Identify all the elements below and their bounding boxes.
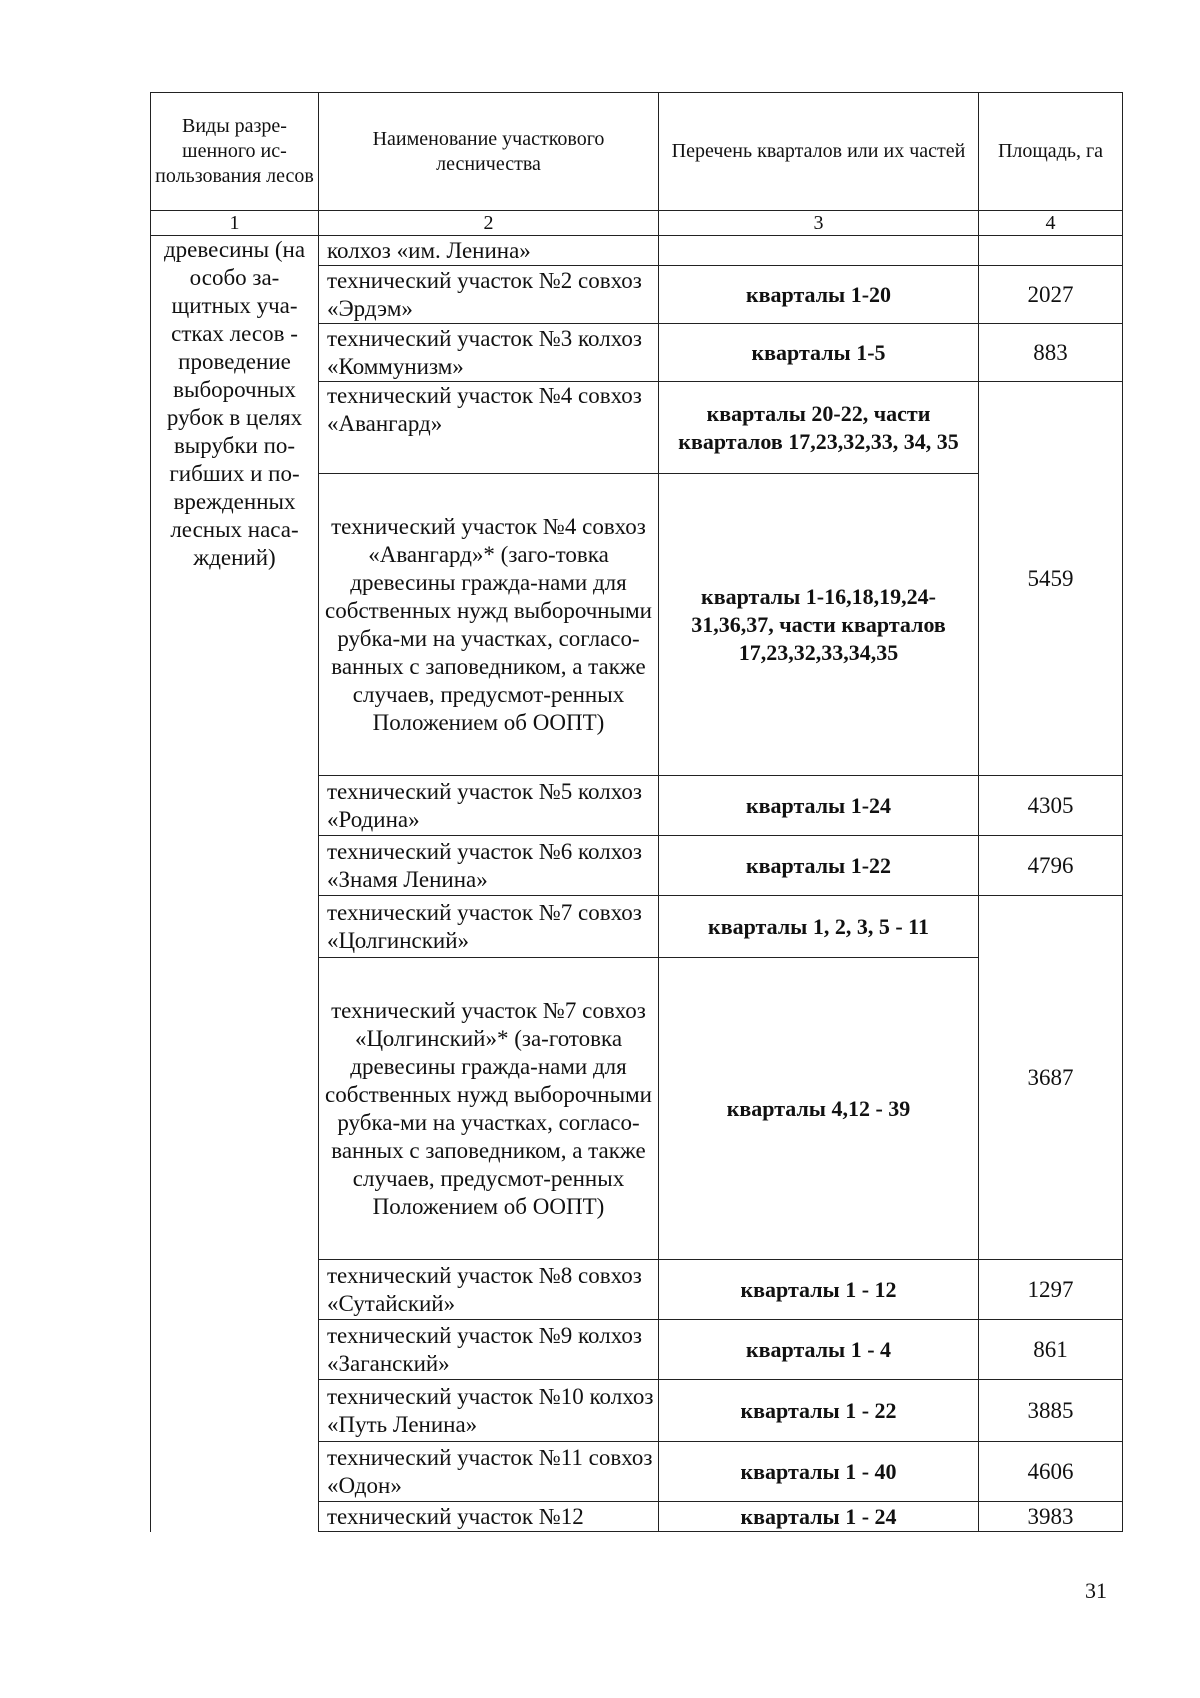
- area-cell: 4796: [979, 836, 1123, 896]
- quarters-cell: кварталы 20-22, части кварталов 17,23,32,33, 34, 35: [659, 382, 979, 474]
- header-quarters: Перечень кварталов или их частей: [659, 93, 979, 211]
- area-cell: 4606: [979, 1442, 1123, 1502]
- quarters-cell: кварталы 1 - 4: [659, 1320, 979, 1380]
- column-number: 2: [319, 211, 659, 236]
- quarters-cell: кварталы 1, 2, 3, 5 - 11: [659, 896, 979, 958]
- use-type-cell: древесины (на особо за-щитных уча-стках лесов - проведение выборочных рубок в целях вырубки по-гибших и по-врежденных лесных наса-ждений): [151, 236, 319, 1532]
- column-number: 1: [151, 211, 319, 236]
- forestry-name-cell: технический участок №2 совхоз «Эрдэм»: [319, 266, 659, 324]
- column-number: 3: [659, 211, 979, 236]
- column-number-row: [151, 211, 1123, 236]
- forestry-name-cell: технический участок №9 колхоз «Заганский»: [319, 1320, 659, 1380]
- quarters-cell: кварталы 1-24: [659, 776, 979, 836]
- quarters-cell: кварталы 1-20: [659, 266, 979, 324]
- quarters-cell: кварталы 1-22: [659, 836, 979, 896]
- area-cell: [979, 236, 1123, 266]
- area-cell: 3983: [979, 1502, 1123, 1532]
- forestry-name-cell: технический участок №3 колхоз «Коммунизм»: [319, 324, 659, 382]
- quarters-cell: кварталы 1 - 12: [659, 1260, 979, 1320]
- area-cell: 3885: [979, 1380, 1123, 1442]
- forestry-name-cell: технический участок №12: [319, 1502, 659, 1532]
- table-row: [151, 236, 1123, 266]
- header-forestry-name: Наименование участкового лесничества: [319, 93, 659, 211]
- area-cell: 1297: [979, 1260, 1123, 1320]
- quarters-cell: [659, 236, 979, 266]
- forestry-name-cell: технический участок №10 колхоз «Путь Ленина»: [319, 1380, 659, 1442]
- area-cell: 4305: [979, 776, 1123, 836]
- page-number: 31: [1085, 1578, 1107, 1603]
- column-number: 4: [979, 211, 1123, 236]
- forestry-name-cell: технический участок №4 совхоз «Авангард»* (заго-товка древесины гражда-нами для собственных нужд выборочными рубка-ми на участках, согласо-ванных с заповедником, а также случаев, предусмот-ренных Положением об ООПТ): [319, 474, 659, 776]
- forestry-name-cell: технический участок №8 совхоз «Сутайский»: [319, 1260, 659, 1320]
- quarters-cell: кварталы 1 - 24: [659, 1502, 979, 1532]
- area-cell: 2027: [979, 266, 1123, 324]
- quarters-cell: кварталы 1-16,18,19,24-31,36,37, части кварталов 17,23,32,33,34,35: [659, 474, 979, 776]
- forest-use-table: [150, 92, 1123, 1532]
- header-use-type: Виды разре-шенного ис-пользования лесов: [151, 93, 319, 211]
- forestry-name-cell: технический участок №11 совхоз «Одон»: [319, 1442, 659, 1502]
- forestry-name-cell: технический участок №4 совхоз «Авангард»: [319, 382, 659, 474]
- quarters-cell: кварталы 1-5: [659, 324, 979, 382]
- area-cell: 861: [979, 1320, 1123, 1380]
- forestry-name-cell: технический участок №7 совхоз «Цолгинский»* (за-готовка древесины гражда-нами для собственных нужд выборочными рубка-ми на участках, согласо-ванных с заповедником, а также случаев, предусмот-ренных Положением об ООПТ): [319, 958, 659, 1260]
- header-area: Площадь, га: [979, 93, 1123, 211]
- forestry-name-cell: технический участок №7 совхоз «Цолгинский»: [319, 896, 659, 958]
- forestry-name-cell: технический участок №6 колхоз «Знамя Ленина»: [319, 836, 659, 896]
- area-cell: 5459: [979, 382, 1123, 776]
- table-header-row: [151, 93, 1123, 211]
- area-cell: 883: [979, 324, 1123, 382]
- forestry-name-cell: колхоз «им. Ленина»: [319, 236, 659, 266]
- quarters-cell: кварталы 1 - 40: [659, 1442, 979, 1502]
- area-cell: 3687: [979, 896, 1123, 1260]
- quarters-cell: кварталы 4,12 - 39: [659, 958, 979, 1260]
- quarters-cell: кварталы 1 - 22: [659, 1380, 979, 1442]
- forestry-name-cell: технический участок №5 колхоз «Родина»: [319, 776, 659, 836]
